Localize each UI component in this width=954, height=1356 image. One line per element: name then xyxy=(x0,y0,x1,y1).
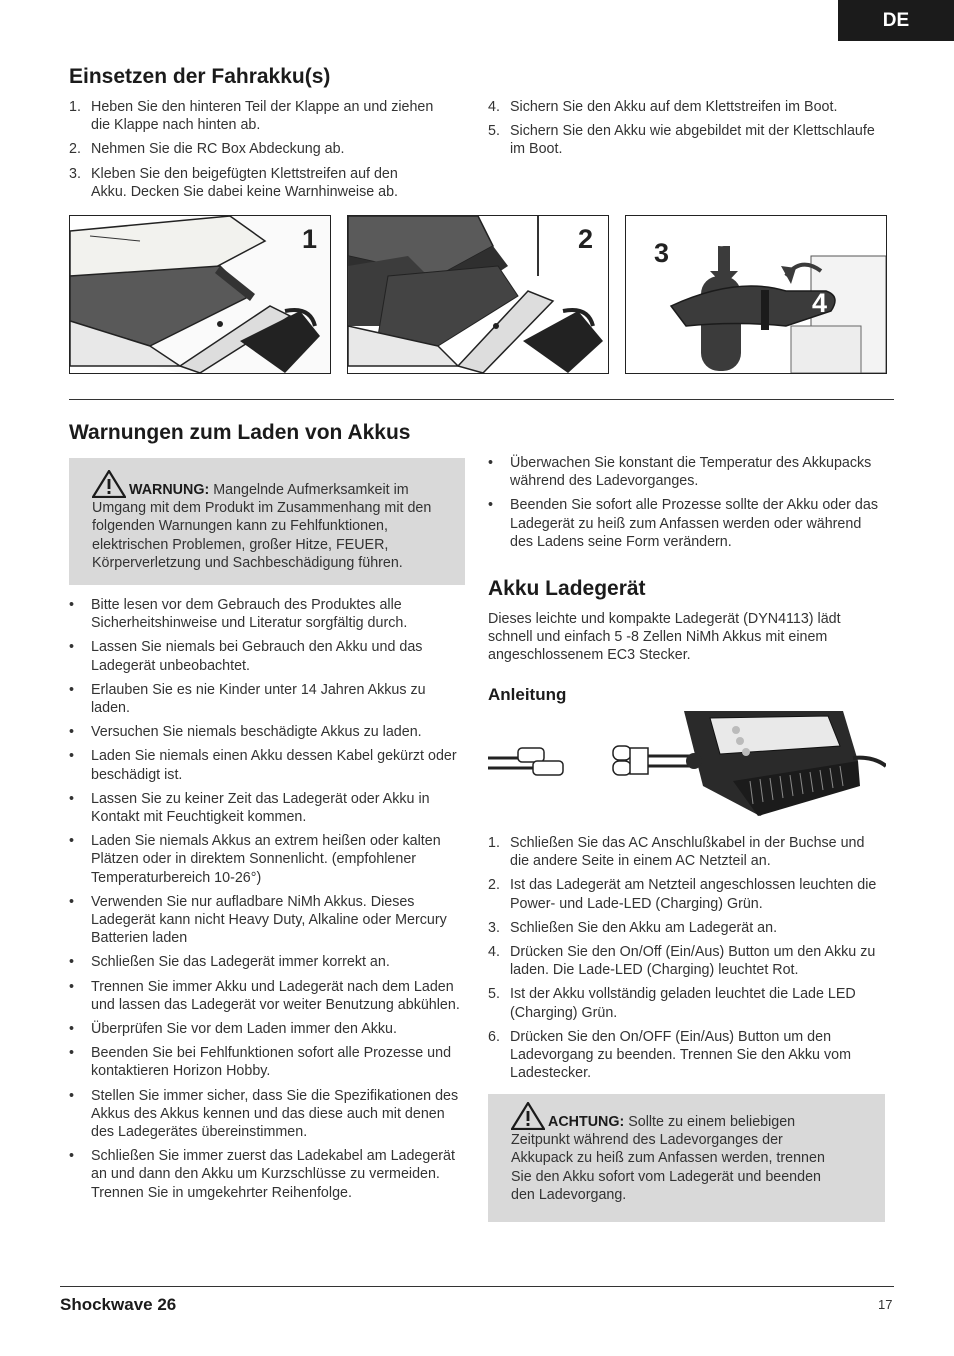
step-number: 2. xyxy=(69,141,81,158)
bullet-item xyxy=(488,496,880,551)
warning-label: WARNUNG: xyxy=(129,482,210,498)
step-text: Drücken Sie den On/OFF (Ein/Aus) Button um den Ladevorgang zu beenden. Trennen Sie den Akku vom Ladestecker. xyxy=(510,1028,851,1082)
bullet-item xyxy=(69,596,464,632)
bullet-text: Beenden Sie sofort alle Prozesse sollte der Akku oder das Ladegerät zu heiß zum Anfassen werden oder während des Ladens seine Form verändern. xyxy=(510,497,878,550)
charger-illustration xyxy=(488,706,886,824)
step-item xyxy=(69,140,434,158)
section-title-charging-warnings: Warnungen zum Laden von Akkus xyxy=(69,421,411,444)
bullet-dot-icon: • xyxy=(69,978,75,995)
step-number: 1. xyxy=(69,99,81,115)
bullet-item xyxy=(69,790,464,826)
bullet-item xyxy=(69,893,464,948)
figure-2-number: 2 xyxy=(578,224,594,254)
step-text: Heben Sie den hinteren Teil der Klappe an und ziehen die Klappe nach hinten ab. xyxy=(91,99,434,134)
step-text: Nehmen Sie die RC Box Abdeckung ab. xyxy=(91,141,345,158)
step-number: 6. xyxy=(488,1028,500,1045)
caution-box xyxy=(488,1094,885,1222)
figure-3-step-4-label: 4 xyxy=(812,288,828,318)
bullet-dot-icon: • xyxy=(69,954,75,971)
step-number: 1. xyxy=(488,835,500,851)
bullet-item xyxy=(69,747,464,783)
bullet-text: Schließen Sie immer zuerst das Ladekabel am Ladegerät an und dann den Akku um Kurzschlüsse zu vermeiden. Trennen Sie in umgekehrter Reihenfolge. xyxy=(91,1148,455,1201)
step-number: 5. xyxy=(488,986,500,1003)
bullet-text: Laden Sie niemals einen Akku dessen Kabel gekürzt oder beschädigt ist. xyxy=(91,748,457,783)
bullet-item xyxy=(488,454,880,490)
bullet-item xyxy=(69,978,464,1014)
warning-box xyxy=(69,458,465,585)
step-text: Ist das Ladegerät am Netzteil angeschlossen leuchten die Power- und Lade-LED (Charging) Grün. xyxy=(510,877,877,912)
bullet-text: Erlauben Sie es nie Kinder unter 14 Jahren Akkus zu laden. xyxy=(91,681,426,717)
bullet-text: Lassen Sie zu keiner Zeit das Ladegerät oder Akku in Kontakt mit Feuchtigkeit kommen. xyxy=(91,790,430,826)
step-number: 2. xyxy=(488,877,500,894)
hatch-illustration xyxy=(70,216,330,373)
step-item xyxy=(488,943,883,979)
bullet-item xyxy=(69,1087,464,1142)
caution-text: Sollte zu einem beliebigen Zeitpunkt während des Ladevorganges der Akkupack zu heiß zum Anfassen werden, trennen Sie den Akku sofort vom Ladegerät und beenden den Ladevorgang. xyxy=(511,1114,825,1203)
bullet-text: Überprüfen Sie vor dem Laden immer den Akku. xyxy=(91,1021,397,1038)
install-steps-right xyxy=(488,98,883,165)
step-text: Drücken Sie den On/Off (Ein/Aus) Button um den Akku zu laden. Die Lade-LED (Charging) leuchtet Rot. xyxy=(510,944,876,979)
language-label: DE xyxy=(882,9,910,31)
step-item xyxy=(488,876,883,912)
bullet-dot-icon: • xyxy=(69,1021,75,1038)
step-text: Kleben Sie den beigefügten Klettstreifen auf den Akku. Decken Sie dabei keine Warnhinweise ab. xyxy=(91,165,399,200)
figure-3-step-5-label: 5 xyxy=(714,222,730,252)
bullet-text: Beenden Sie bei Fehlfunktionen sofort alle Prozesse und kontaktieren Horizon Hobby. xyxy=(91,1045,452,1080)
step-item xyxy=(488,1028,883,1083)
section-title-battery-install: Einsetzen der Fahrakku(s) xyxy=(69,65,331,88)
step-item xyxy=(488,985,883,1021)
step-item xyxy=(69,98,434,134)
bullet-item xyxy=(69,1020,464,1038)
install-steps-left xyxy=(69,98,434,207)
charger-intro: Dieses leichte und kompakte Ladegerät (DYN4113) lädt schnell und einfach 5 -8 Zellen NiMh Akkus mit einem angeschlossenem EC3 Stecker. xyxy=(488,611,841,664)
bullet-item xyxy=(69,832,464,887)
step-number: 3. xyxy=(488,919,500,936)
step-text: Sichern Sie den Akku auf dem Klettstreifen im Boot. xyxy=(510,99,838,115)
bullet-text: Versuchen Sie niemals beschädigte Akkus zu laden. xyxy=(91,724,422,741)
bullet-dot-icon: • xyxy=(69,681,75,698)
bullet-item xyxy=(69,723,464,741)
rc-box-illustration xyxy=(348,216,608,373)
step-text: Sichern Sie den Akku wie abgebildet mit der Klettschlaufe im Boot. xyxy=(510,123,875,158)
bullet-item xyxy=(69,1044,464,1080)
bullet-text: Stellen Sie immer sicher, dass Sie die Spezifikationen des Akkus des Akkus kennen und das diese auch mit denen des Ladegerätes übereinstimmen. xyxy=(91,1087,459,1141)
step-item xyxy=(488,919,883,937)
warning-bullets-left xyxy=(69,596,464,1208)
bullet-dot-icon: • xyxy=(69,639,75,656)
bullet-text: Bitte lesen vor dem Gebrauch des Produktes alle Sicherheitshinweise und Literatur sorgfältig durch. xyxy=(91,597,408,632)
bullet-item xyxy=(69,953,464,971)
section-divider xyxy=(69,399,894,400)
bullet-text: Schließen Sie das Ladegerät immer korrekt an. xyxy=(91,954,390,971)
step-item xyxy=(488,122,883,158)
bullet-text: Trennen Sie immer Akku und Ladegerät nach dem Laden und lassen das Ladegerät vor weiter Benutzung abkühlen. xyxy=(91,978,460,1013)
bullet-item xyxy=(69,681,464,717)
figure-3-step-3-label: 3 xyxy=(654,238,670,268)
bullet-dot-icon: • xyxy=(69,833,75,850)
charger-steps xyxy=(488,834,883,1088)
warning-bullets-right xyxy=(488,454,880,557)
step-number: 5. xyxy=(488,123,500,140)
figure-1-number: 1 xyxy=(302,224,318,254)
caution-label: ACHTUNG: xyxy=(548,1114,625,1130)
step-number: 4. xyxy=(488,99,500,115)
figure-3-velcro-strap xyxy=(625,215,887,374)
bullet-dot-icon: • xyxy=(69,724,75,741)
bullet-text: Lassen Sie niemals bei Gebrauch den Akku und das Ladegerät unbeobachtet. xyxy=(91,639,423,674)
instructions-subtitle: Anleitung xyxy=(488,685,567,704)
step-item xyxy=(488,834,883,870)
figure-1-hatch-removal xyxy=(69,215,331,374)
bullet-dot-icon: • xyxy=(69,748,75,765)
bullet-dot-icon: • xyxy=(69,1148,75,1165)
bullet-item xyxy=(69,638,464,674)
footer-divider xyxy=(60,1286,894,1287)
bullet-dot-icon: • xyxy=(69,893,75,910)
language-tab xyxy=(838,0,954,41)
step-text: Ist der Akku vollständig geladen leuchtet die Lade LED (Charging) Grün. xyxy=(510,986,856,1021)
figure-2-rc-box-cover xyxy=(347,215,609,374)
warning-triangle-icon xyxy=(92,470,126,498)
step-item xyxy=(69,165,434,201)
step-number: 4. xyxy=(488,944,500,961)
bullet-text: Überwachen Sie konstant die Temperatur des Akkupacks während des Ladevorganges. xyxy=(510,455,872,490)
bullet-text: Verwenden Sie nur aufladbare NiMh Akkus. Dieses Ladegerät kann nicht Heavy Duty, Alkaline oder Mercury Batterien laden xyxy=(91,893,447,947)
step-number: 3. xyxy=(69,165,81,182)
bullet-dot-icon: • xyxy=(69,1045,75,1062)
footer-product-title: Shockwave 26 xyxy=(60,1295,177,1314)
warning-triangle-icon xyxy=(511,1102,545,1130)
bullet-dot-icon: • xyxy=(488,497,494,514)
bullet-dot-icon: • xyxy=(69,1087,75,1104)
step-text: Schließen Sie das AC Anschlußkabel in der Buchse und die andere Seite in einem AC Netzteil an. xyxy=(510,835,865,870)
section-title-charger: Akku Ladegerät xyxy=(488,577,646,600)
page-number: 17 xyxy=(878,1297,893,1312)
bullet-dot-icon: • xyxy=(488,455,494,471)
step-item xyxy=(488,98,883,116)
bullet-text: Laden Sie niemals Akkus an extrem heißen oder kalten Plätzen oder in direktem Sonnenlicht. (empfohlener Temperaturbereich 10-26°) xyxy=(91,833,441,886)
bullet-dot-icon: • xyxy=(69,597,75,613)
bullet-item xyxy=(69,1147,464,1202)
step-text: Schließen Sie den Akku am Ladegerät an. xyxy=(510,919,778,936)
warning-text: Mangelnde Aufmerksamkeit im Umgang mit dem Produkt im Zusammenhang mit den folgenden Warnungen kann zu Fehlfunktionen, elektrischen Problemen, großer Hitze, FEUER, Körperverletzung und Sachbeschädigung führen. xyxy=(92,482,432,571)
bullet-dot-icon: • xyxy=(69,790,75,807)
